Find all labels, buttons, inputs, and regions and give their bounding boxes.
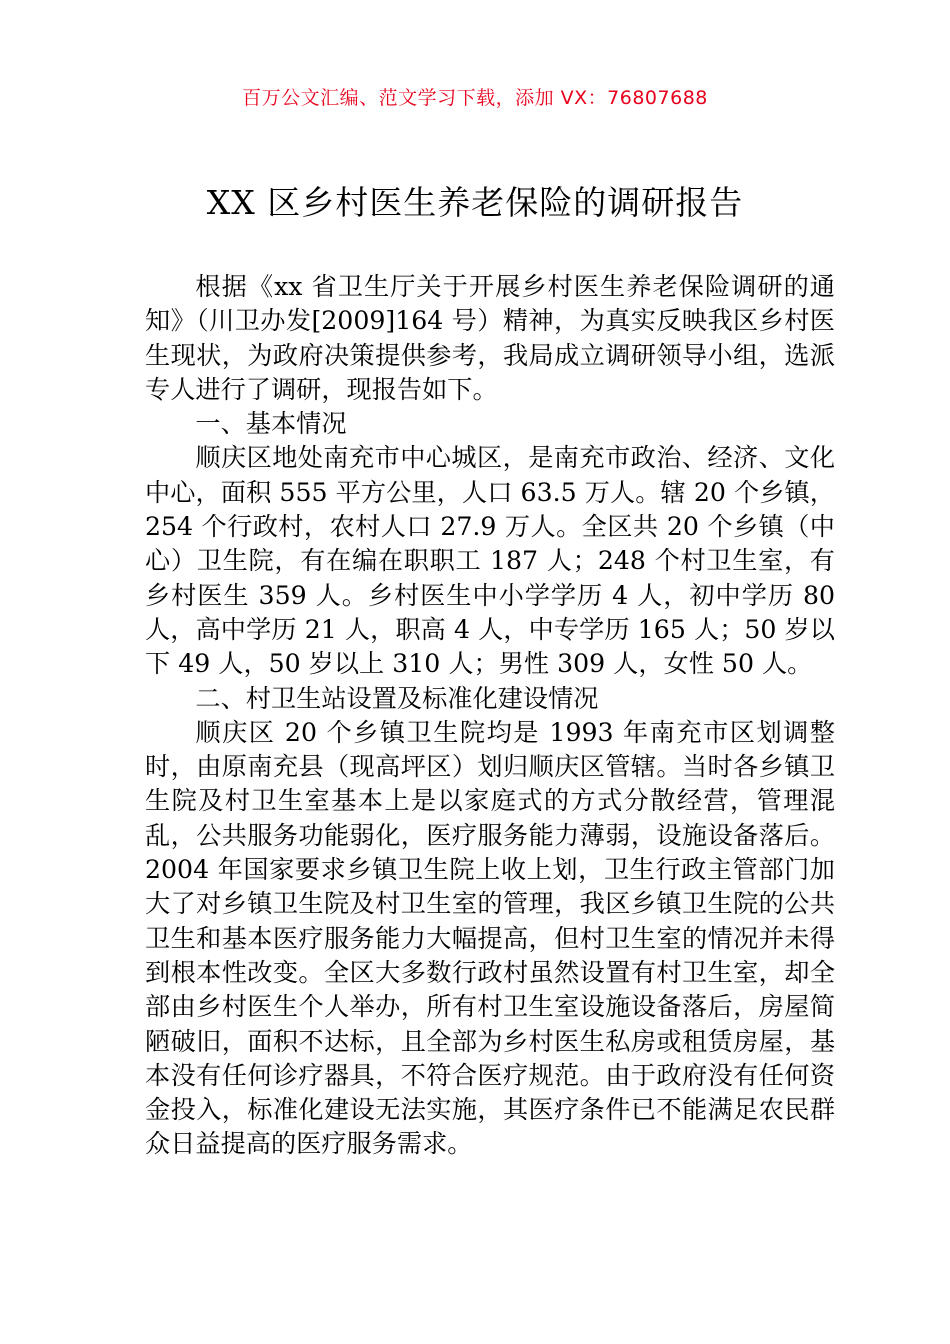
section-heading-basic-situation: 一、基本情况 [195, 409, 347, 439]
document-body [145, 270, 835, 1162]
document-title: XX 区乡村医生养老保险的调研报告 [206, 183, 744, 222]
intro-paragraph: 根据《xx 省卫生厅关于开展乡村医生养老保险调研的通知》（川卫办发[2009]164 号）精神，为真实反映我区乡村医生现状，为政府决策提供参考，我局成立调研领导小组，选派专人进行了调研，现报告如下。 [145, 272, 835, 404]
promo-banner: 百万公文汇编、范文学习下载，添加 VX：76807688 [242, 87, 708, 109]
basic-situation-paragraph: 顺庆区地处南充市中心城区，是南充市政治、经济、文化中心，面积 555 平方公里，人口 63.5 万人。辖 20 个乡镇，254 个行政村，农村人口 27.9 万人。全区共 20 个乡镇（中心）卫生院，有在编在职职工 187 人；248 个村卫生室，有乡村医生 359 人。乡村医生中小学学历 4 人，初中学历 80 人，高中学历 21 人，职高 4 人，中专学历 165 人；50 岁以下 49 人，50 岁以上 310 人；男性 309 人，女性 50 人。 [145, 443, 835, 679]
clinic-setup-paragraph: 顺庆区 20 个乡镇卫生院均是 1993 年南充市区划调整时，由原南充县（现高坪区）划归顺庆区管辖。当时各乡镇卫生院及村卫生室基本上是以家庭式的方式分散经营，管理混乱，公共服务功能弱化，医疗服务能力薄弱，设施设备落后。2004 年国家要求乡镇卫生院上收上划，卫生行政主管部门加大了对乡镇卫生院及村卫生室的管理，我区乡镇卫生院的公共卫生和基本医疗服务能力大幅提高，但村卫生室的情况并未得到根本性改变。全区大多数行政村虽然设置有村卫生室，却全部由乡村医生个人举办，所有村卫生室设施设备落后，房屋简陋破旧，面积不达标，且全部为乡村医生私房或租赁房屋，基本没有任何诊疗器具，不符合医疗规范。由于政府没有任何资金投入，标准化建设无法实施，其医疗条件已不能满足农民群众日益提高的医疗服务需求。 [145, 717, 835, 1159]
section-heading-clinic-setup: 二、村卫生站设置及标准化建设情况 [195, 683, 599, 713]
